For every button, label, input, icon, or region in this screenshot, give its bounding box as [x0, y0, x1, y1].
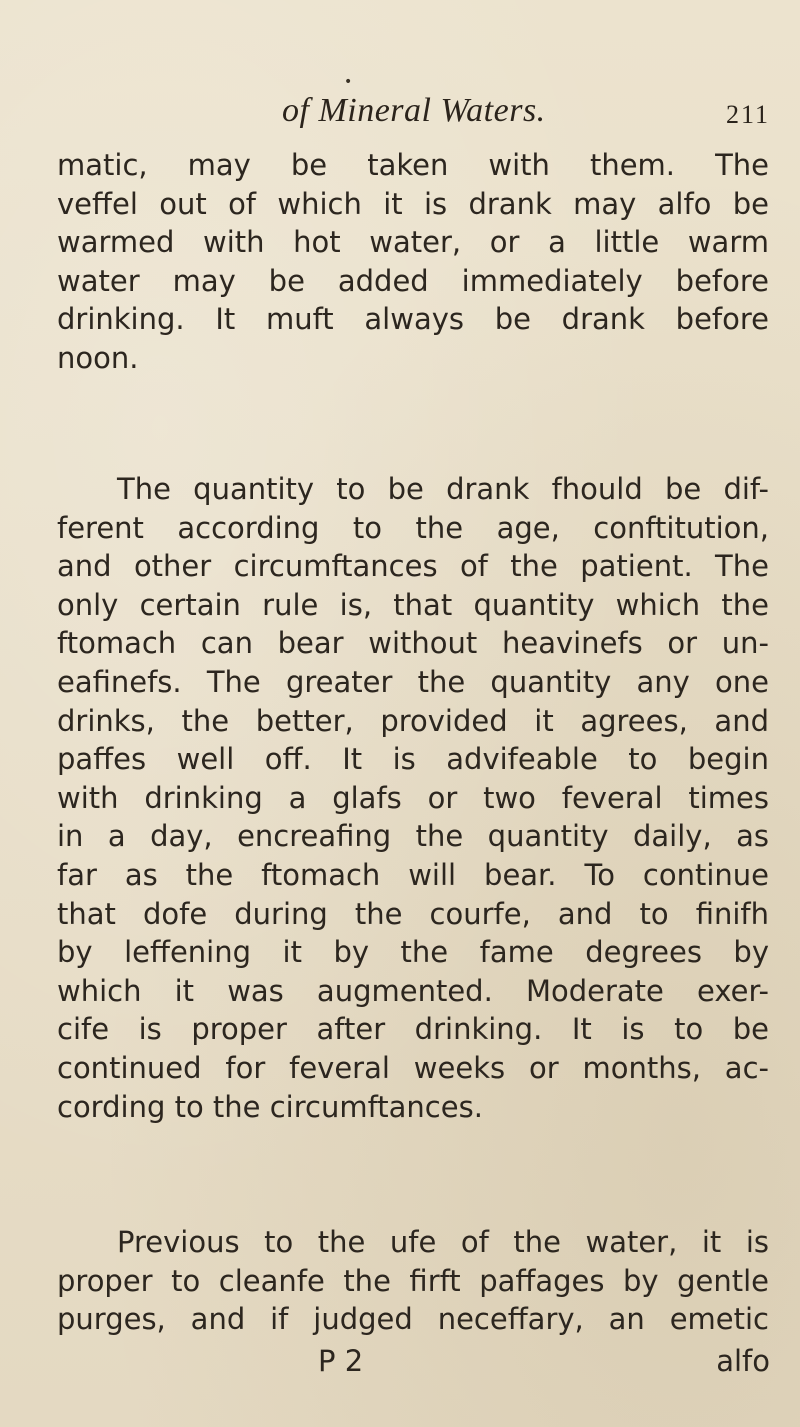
text-line: with drinking a glafs or two feveral times [57, 780, 769, 815]
text-line: in a day, encreafing the quantity daily, as [57, 819, 769, 854]
text-line: ferent according to the age, conftitution, [57, 510, 769, 545]
text-line: Previous to the ufe of the water, it is [117, 1225, 769, 1259]
text-line: which it was augmented. Moderate exer- [57, 973, 769, 1008]
text-line: The quantity to be drank fhould be dif- [117, 472, 769, 506]
running-head [0, 92, 800, 136]
text-line: that dofe during the courfe, and to finifh [57, 896, 769, 931]
text-line: proper to cleanfe the firft paffages by gentle [57, 1263, 769, 1298]
text-line: noon. [57, 340, 139, 375]
text-line: warmed with hot water, or a little warm [57, 225, 769, 260]
paragraph-3 [57, 1223, 769, 1339]
text-line: and other circumftances of the patient. The [57, 549, 769, 584]
running-title: of Mineral Waters. [282, 92, 546, 129]
paragraph-1 [57, 146, 769, 378]
text-line: cife is proper after drinking. It is to be [57, 1012, 769, 1047]
text-line: continued for feveral weeks or months, ac- [57, 1050, 769, 1085]
text-line: paffes well off. It is advifeable to begin [57, 742, 769, 777]
text-line: water may be added immediately before [57, 263, 769, 298]
ink-mark: • [344, 74, 353, 90]
text-line: drinks, the better, provided it agrees, and [57, 703, 769, 738]
signature-mark: P 2 [318, 1344, 364, 1378]
text-line: eafinefs. The greater the quantity any one [57, 664, 769, 699]
text-line: matic, may be taken with them. The [57, 148, 769, 182]
paragraph-2 [57, 470, 769, 1126]
text-line: veffel out of which it is drank may alfo be [57, 186, 769, 221]
page-footer [0, 1344, 800, 1384]
text-line: purges, and if judged neceffary, an emetic [57, 1302, 769, 1337]
text-line: drinking. It muft always be drank before [57, 302, 769, 337]
catchword: alfo [716, 1344, 770, 1378]
text-line: far as the ftomach will bear. To continue [57, 857, 769, 892]
text-line: cording to the circumftances. [57, 1089, 483, 1124]
text-line: only certain rule is, that quantity which the [57, 587, 769, 622]
page-number: 211 [725, 100, 770, 129]
text-line: ftomach can bear without heavinefs or un- [57, 626, 769, 661]
text-line: by leffening it by the fame degrees by [57, 935, 769, 970]
